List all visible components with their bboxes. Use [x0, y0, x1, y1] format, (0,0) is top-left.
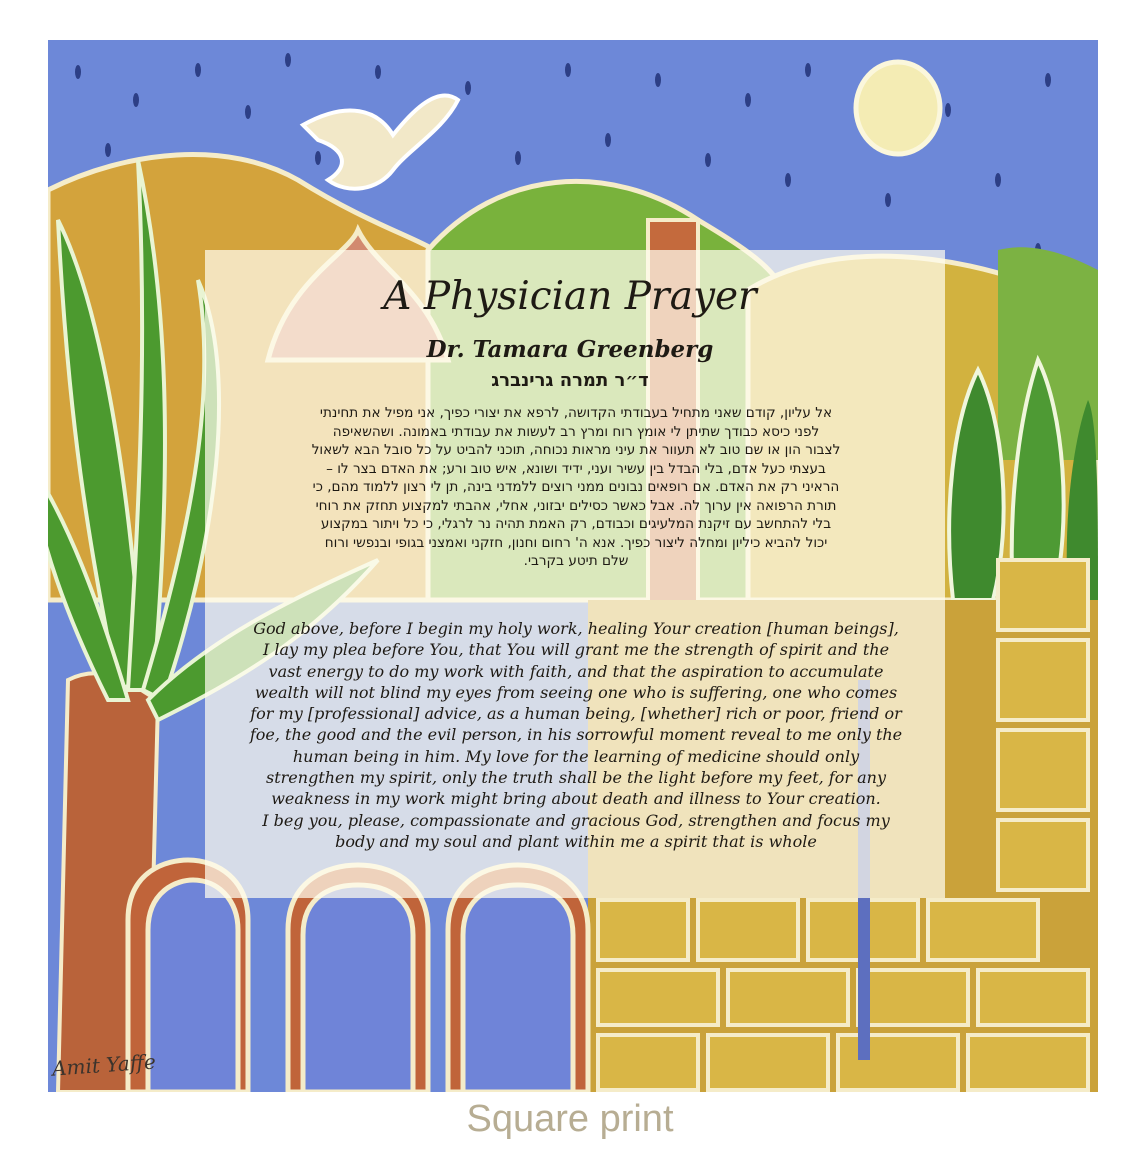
author-name-hebrew: ד״ר תמרה גרינברג	[491, 370, 649, 391]
moon	[856, 62, 940, 154]
hebrew-line: לפני כיסא כבודך שתיתן לי אומץ רוח ומרץ רב לעשות את עבודתי באמונה. ושהשאיפה	[332, 423, 820, 440]
hebrew-prayer-text	[212, 404, 940, 571]
english-line: God above, before I begin my holy work, healing Your creation [human beings],	[253, 619, 899, 638]
english-line: vast energy to do my work with faith, and that the aspiration to accumulate	[268, 661, 884, 681]
hebrew-line: יכול להביא כיליון ומחלה ליצור כפיך. אנא ה' רחום וחנון, חזקני ואמצני בגופי ובנפשי ורוח	[324, 534, 828, 551]
hebrew-line: שלם תיטע בקרבי.	[523, 553, 629, 569]
hebrew-line: הראיני רק את האדם. אם רופאים נבונים ממני רוצים ללמדני בינה, תן לי רצון ללמוד מהם, כי	[312, 479, 840, 495]
prayer-title: A Physician Prayer	[383, 274, 757, 319]
hebrew-line: בלי להתחשב עם זיקנת המלעיגים וכבודם, רק האמת תהיה נר לרגלי, כי כל ויתור במקצוע	[320, 516, 832, 532]
hebrew-line: לצבור הון או שם טוב לא תעוור את עיני מראות נכוחה, תוכני להביט על כל סובל הבא לשאול	[311, 442, 841, 458]
english-line: weakness in my work might bring about death and illness to Your creation.	[271, 789, 881, 809]
english-line: body and my soul and plant within me a spirit that is whole	[335, 831, 817, 851]
author-name: Dr. Tamara Greenberg	[426, 336, 714, 363]
artist-signature: Amit Yaffe	[51, 1049, 157, 1081]
english-line: foe, the good and the evil person, in his sorrowful moment reveal to me only the	[249, 725, 903, 745]
print-caption: Square print	[466, 1098, 674, 1140]
hebrew-line: אל עליון, קודם שאני מתחיל בעבודתי הקדושה, לרפא את יצורי כפיך, אני מפיל את תחינתי	[319, 405, 833, 421]
english-line: wealth will not blind my eyes from seeing one who is suffering, one who comes	[254, 682, 898, 702]
english-line: I beg you, please, compassionate and gracious God, strengthen and focus my	[262, 810, 890, 830]
english-line: human being in him. My love for the learning of medicine should only	[292, 746, 860, 766]
hebrew-line: בעצתי כעל אדם, בלי הבדל בין עשיר ועני, ידיד ושונא, איש טוב ורע; את האדם בצר לו –	[326, 460, 826, 477]
english-prayer-text	[212, 618, 940, 852]
english-line: for my [professional] advice, as a human being, [whether] rich or poor, friend or	[250, 704, 902, 724]
hebrew-line: תורת הרפואה אין ערוך לה. אבל כאשר כסילים יבזוני, אחלי, אהבתי למקצוע תחזק את רוחי	[315, 497, 837, 514]
english-line: I lay my plea before You, that You will grant me the strength of spirit and the	[262, 640, 890, 660]
english-line: strengthen my spirit, only the truth shall be the light before my feet, for any	[266, 768, 886, 788]
